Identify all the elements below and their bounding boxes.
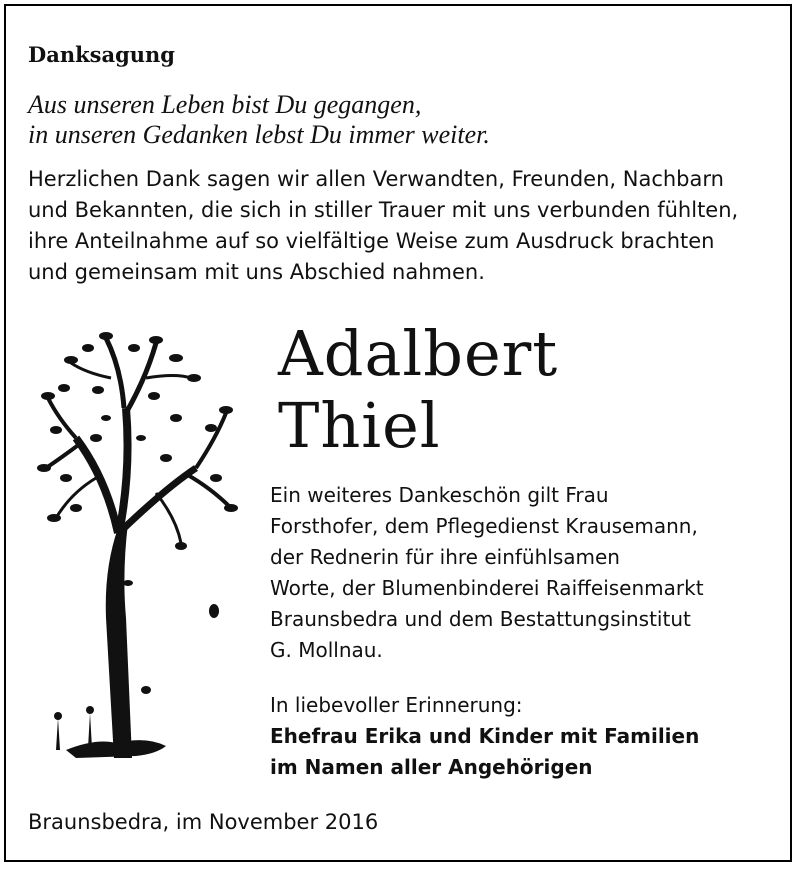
paragraph-line: und gemeinsam mit uns Abschied nahmen.: [28, 260, 485, 284]
memory-lead: In liebevoller Erinnerung:: [270, 693, 523, 717]
thanks-line: Ein weiteres Dankeschön gilt Frau: [270, 483, 609, 507]
notice-heading: Danksagung: [28, 42, 175, 67]
thanks-line: der Rednerin für ihre einfühlsamen: [270, 545, 620, 569]
verse-line: Aus unseren Leben bist Du gegangen,: [28, 90, 422, 119]
verse-line: in unseren Gedanken lebst Du immer weiter.: [28, 120, 490, 149]
obituary-notice: [4, 4, 792, 862]
family-signature: Ehefrau Erika und Kinder mit Familien: [270, 724, 700, 748]
additional-thanks: [270, 480, 704, 666]
relatives-signature: im Namen aller Angehörigen: [270, 755, 593, 779]
signature-block: [270, 690, 699, 783]
thanks-line: Forsthofer, dem Pflegedienst Krausemann,: [270, 514, 698, 538]
paragraph-line: und Bekannten, die sich in stiller Trauer mit uns verbunden fühlten,: [28, 198, 739, 222]
paragraph-line: Herzlichen Dank sagen wir allen Verwandten, Freunden, Nachbarn: [28, 167, 724, 191]
last-name: Thiel: [278, 389, 441, 462]
place-date: Braunsbedra, im November 2016: [28, 810, 379, 834]
thanks-line: Braunsbedra und dem Bestattungsinstitut: [270, 607, 691, 631]
paragraph-line: ihre Anteilnahme auf so vielfältige Weise zum Ausdruck brachten: [28, 229, 715, 253]
deceased-name: [278, 318, 558, 462]
tree-illustration-icon: [36, 318, 246, 758]
thanks-line: Worte, der Blumenbinderei Raiffeisenmarkt: [270, 576, 704, 600]
thanks-line: G. Mollnau.: [270, 638, 383, 662]
memorial-verse: [28, 90, 490, 150]
thanks-paragraph: [28, 164, 788, 288]
first-name: Adalbert: [278, 317, 559, 390]
